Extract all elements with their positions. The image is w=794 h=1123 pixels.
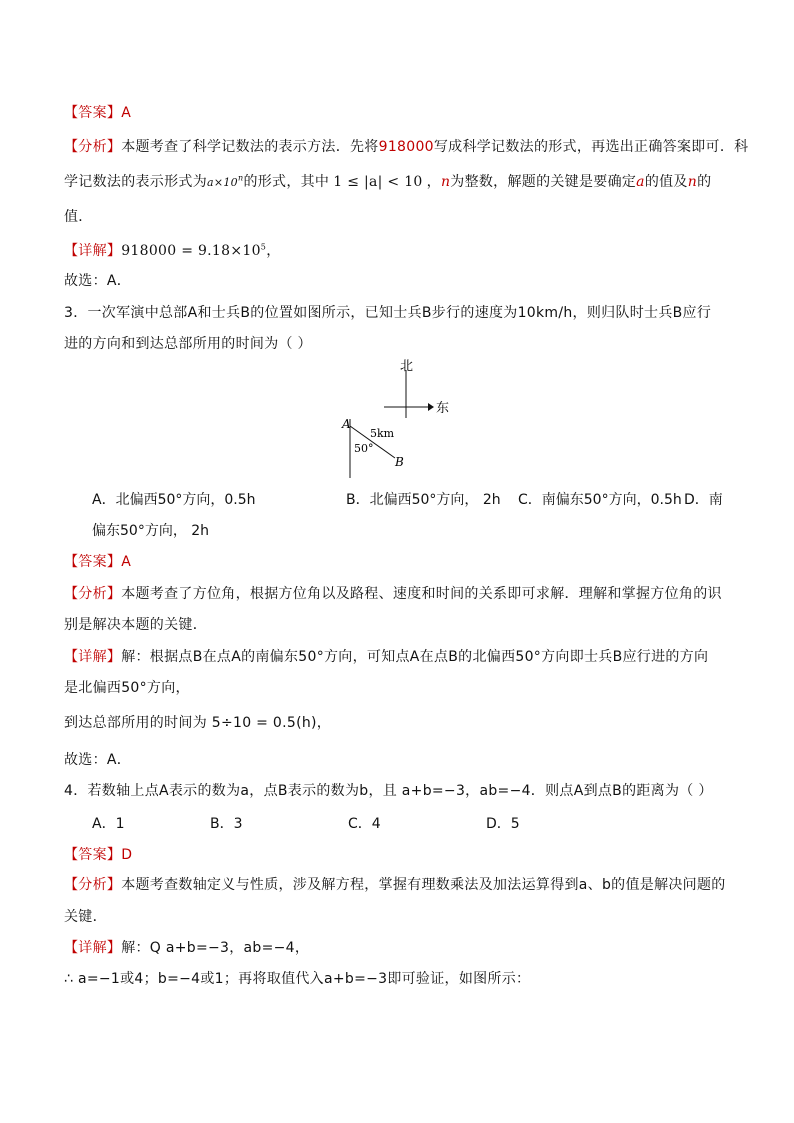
- var-n: n: [440, 174, 451, 190]
- analysis-text: 本题考查了方位角，根据方位角以及路程、速度和时间的关系即可求解．理解和掌握方位角的识: [121, 586, 722, 602]
- q3-option-b: B．北偏西50°方向， 2h: [346, 492, 501, 508]
- q4-option-b: B．3: [210, 816, 243, 832]
- detail-tag: 【详解】: [64, 243, 122, 259]
- detail-punct: ，: [266, 243, 281, 259]
- east-arrow-icon: [428, 403, 434, 411]
- q3-analysis-line-1: [64, 583, 722, 603]
- q3-option-d: D．南: [684, 492, 723, 508]
- inequality: 1 ≤ |a| < 10: [333, 174, 423, 190]
- q3-option-a: A．北偏西50°方向，0.5h: [92, 492, 256, 508]
- q3-answer-line: [64, 551, 131, 571]
- q2-choose: 故选：A．: [64, 273, 132, 289]
- q3-stem-line-2: 进的方向和到达总部所用的时间为（ ）: [64, 336, 312, 352]
- answer-tag: 【答案】: [64, 554, 122, 570]
- analysis-text: 写成科学记数法的形式，再选出正确答案即可．科: [433, 139, 749, 155]
- q3-option-d-cont: 偏东50°方向， 2h: [92, 523, 210, 539]
- answer-tag: 【答案】: [64, 847, 122, 863]
- q4-option-d: D．5: [486, 816, 520, 832]
- angle-label: 50°: [354, 442, 374, 455]
- analysis-tag: 【分析】: [64, 139, 122, 155]
- q3-stem-line-1: 3．一次军演中总部A和士兵B的位置如图所示，已知士兵B步行的速度为10km/h，则归队时士兵B应行: [64, 305, 712, 321]
- direction-diagram: [340, 356, 460, 481]
- q2-analysis-line-2: 学记数法的表示形式为$a\times 10^n$的形式，其中 1 ≤ |a| < 10 ，n为整数，解题的关键是要确定a的值及n的: [64, 173, 712, 190]
- analysis-text: 为整数，解题的关键是要确定: [450, 174, 637, 190]
- analysis-text: 学记数法的表示形式为: [64, 174, 207, 190]
- q3-detail-line-3: 到达总部所用的时间为 5÷10 = 0.5(h)，: [64, 715, 332, 731]
- q4-detail-line-2: ∴ a=−1或4；b=−4或1；再将取值代入a+b=−3即可验证，如图所示：: [64, 971, 531, 987]
- distance-label: 5km: [370, 427, 395, 440]
- q4-answer-line: [64, 844, 132, 864]
- detail-tag: 【详解】: [64, 940, 122, 956]
- var-n: n: [687, 174, 698, 190]
- q2-answer-line: [64, 102, 131, 122]
- q3-option-c: C．南偏东50°方向，0.5h: [518, 492, 682, 508]
- q4-analysis-line-1: [64, 874, 726, 894]
- analysis-text: 的形式，其中: [243, 174, 330, 190]
- analysis-tag: 【分析】: [64, 586, 122, 602]
- detail-exponent: 5: [260, 242, 267, 252]
- q2-detail-line: [64, 240, 281, 260]
- q4-option-a: A．1: [92, 816, 125, 832]
- q4-analysis-line-2: 关键．: [64, 909, 107, 925]
- q4-detail-line-1: [64, 937, 309, 957]
- sci-form: a×10: [207, 176, 238, 189]
- var-a: a: [636, 174, 645, 190]
- q3-detail-line-2: 是北偏西50°方向，: [64, 680, 190, 696]
- detail-tag: 【详解】: [64, 649, 122, 665]
- analysis-number: 918000: [378, 139, 434, 155]
- answer-tag: 【答案】: [64, 105, 122, 121]
- answer-value: A: [121, 554, 132, 570]
- q3-choose: 故选：A．: [64, 752, 132, 768]
- point-b-label: B: [395, 455, 404, 469]
- q2-analysis-line-3: 值．: [64, 209, 93, 225]
- analysis-text: 的: [697, 174, 712, 190]
- point-a-label: A: [342, 417, 351, 431]
- q3-detail-line-1: [64, 646, 708, 666]
- q2-analysis-line-1: [64, 136, 748, 156]
- answer-value: D: [121, 847, 133, 863]
- q3-analysis-line-2: 别是解决本题的关键．: [64, 617, 207, 633]
- analysis-text: 本题考查了科学记数法的表示方法．先将: [121, 139, 379, 155]
- east-label: 东: [436, 401, 450, 416]
- detail-text: 解：根据点B在点A的南偏东50°方向，可知点A在点B的北偏西50°方向即士兵B应行进的方向: [121, 649, 709, 665]
- sci-exponent: n: [237, 173, 244, 183]
- detail-expression: 918000 = 9.18×10: [121, 243, 261, 259]
- q4-option-c: C．4: [348, 816, 381, 832]
- answer-value: A: [121, 105, 132, 121]
- analysis-text: 本题考查数轴定义与性质，涉及解方程，掌握有理数乘法及加法运算得到a、b的值是解决问题的: [121, 877, 726, 893]
- north-label: 北: [400, 359, 414, 374]
- q4-stem: 4．若数轴上点A表示的数为a，点B表示的数为b，且 a+b=−3，ab=−4．则点A到点B的距离为（ ）: [64, 783, 713, 799]
- analysis-tag: 【分析】: [64, 877, 122, 893]
- detail-text: 解：Q a+b=−3，ab=−4，: [121, 940, 310, 956]
- analysis-text: 的值及: [644, 174, 688, 190]
